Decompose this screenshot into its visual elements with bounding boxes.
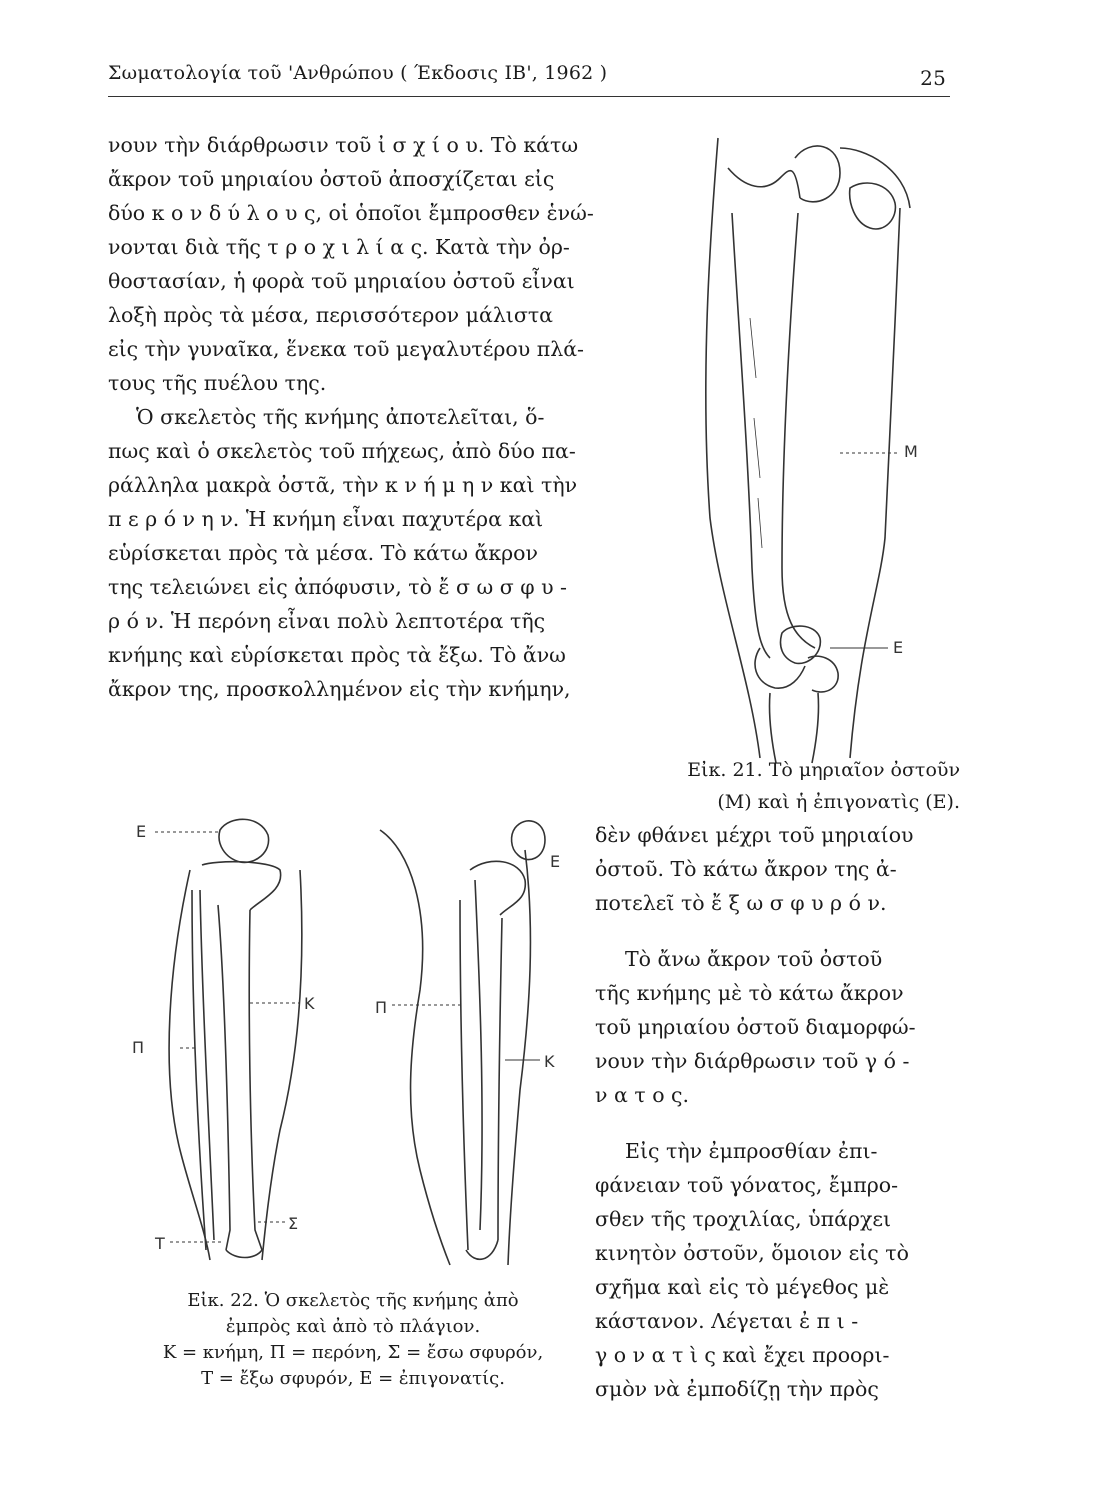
text-line: εὑρίσκεται πρὸς τὰ μέσα. Τὸ κάτω ἄκρον: [108, 541, 538, 565]
paragraph-femur: [108, 128, 656, 400]
label-lateral-malleolus: T: [155, 1234, 165, 1253]
text-line: κνήμης καὶ εὑρίσκεται πρὸς τὰ ἔξω. Τὸ ἄνω: [108, 643, 566, 667]
label-tibia-front: K: [304, 994, 315, 1013]
text-line: ἄκρον τοῦ μηριαίου ὀστοῦ ἀποσχίζεται εἰς: [108, 167, 555, 191]
paragraph-knee-joint: [595, 942, 955, 1112]
text-line: λοξὴ πρὸς τὰ μέσα, περισσότερον μάλιστα: [108, 303, 554, 327]
right-text-column: [595, 818, 955, 1406]
caption-line: Εἰκ. 21. Τὸ μηριαῖον ὀστοῦν: [687, 759, 960, 781]
label-medial-malleolus: Σ: [288, 1214, 299, 1233]
paragraph-patella: [595, 1134, 955, 1406]
running-head: [108, 62, 946, 90]
text-line: Τὸ ἄνω ἄκρον τοῦ ὀστοῦ: [625, 947, 883, 971]
femur-illustration: [690, 118, 930, 768]
label-patella-side: E: [550, 852, 561, 871]
text-line: ν α τ ο ς.: [595, 1083, 690, 1107]
text-line: π ε ρ ό ν η ν. Ἡ κνήμη εἶναι παχυτέρα καὶ: [108, 507, 544, 531]
text-line: σθεν τῆς τροχιλίας, ὑπάρχει: [595, 1207, 892, 1231]
text-line: νουν τὴν διάρθρωσιν τοῦ γ ό -: [595, 1049, 910, 1073]
caption-line: ἐμπρὸς καὶ ἀπὸ τὸ πλάγιον.: [225, 1316, 481, 1337]
leg-illustration: [130, 810, 570, 1280]
text-line: φάνειαν τοῦ γόνατος, ἔμπρο-: [595, 1173, 899, 1197]
header-rule: [108, 96, 950, 97]
label-patella: E: [893, 638, 904, 657]
text-line: της τελειώνει εἰς ἀπόφυσιν, τὸ ἔ σ ω σ φ υ -: [108, 575, 567, 599]
main-text-column: [108, 128, 656, 706]
paragraph-fibula-end: [595, 818, 955, 920]
figure-22-leg-skeleton: [130, 810, 570, 1280]
text-line: εἰς τὴν γυναῖκα, ἕνεκα τοῦ μεγαλυτέρου πλά-: [108, 337, 584, 361]
text-line: κινητὸν ὀστοῦν, ὅμοιον εἰς τὸ: [595, 1241, 909, 1265]
text-line: Εἰς τὴν ἐμπροσθίαν ἐπι-: [625, 1139, 878, 1163]
text-line: ποτελεῖ τὸ ἔ ξ ω σ φ υ ρ ό ν.: [595, 891, 887, 915]
text-line: νουν τὴν διάρθρωσιν τοῦ ἰ σ χ ί ο υ. Τὸ κάτω: [108, 133, 579, 157]
caption-line: Τ = ἔξω σφυρόν, Ε = ἐπιγονατίς.: [201, 1368, 505, 1389]
text-line: πως καὶ ὁ σκελετὸς τοῦ πήχεως, ἀπὸ δύο πα-: [108, 439, 576, 463]
label-femur: M: [904, 442, 918, 461]
page-number: 25: [920, 66, 946, 90]
label-tibia-side: K: [544, 1052, 555, 1071]
label-patella-front: E: [136, 822, 147, 841]
caption-line: (Μ) καὶ ἡ ἐπιγονατὶς (Ε).: [717, 791, 960, 813]
text-line: νονται διὰ τῆς τ ρ ο χ ι λ ί α ς. Κατὰ τὴν ὀρ-: [108, 235, 570, 259]
text-line: ράλληλα μακρὰ ὀστᾶ, τὴν κ ν ή μ η ν καὶ τὴν: [108, 473, 578, 497]
text-line: τοῦ μηριαίου ὀστοῦ διαμορφώ-: [595, 1015, 916, 1039]
text-line: κάστανον. Λέγεται ἐ π ι -: [595, 1309, 859, 1333]
text-line: σμὸν νὰ ἐμποδίζῃ τὴν πρὸς: [595, 1377, 879, 1401]
figure-22-caption: [118, 1288, 588, 1392]
text-line: ὀστοῦ. Τὸ κάτω ἄκρον της ἀ-: [595, 857, 897, 881]
text-line: δὲν φθάνει μέχρι τοῦ μηριαίου: [595, 823, 914, 847]
paragraph-leg-skeleton: [108, 400, 656, 706]
label-fibula-front: Π: [132, 1038, 145, 1057]
text-line: τῆς κνήμης μὲ τὸ κάτω ἄκρον: [595, 981, 904, 1005]
label-fibula-side: Π: [375, 998, 388, 1017]
text-line: ρ ό ν. Ἡ περόνη εἶναι πολὺ λεπτοτέρα τῆς: [108, 609, 546, 633]
text-line: τους τῆς πυέλου της.: [108, 371, 327, 395]
text-line: Ὁ σκελετὸς τῆς κνήμης ἀποτελεῖται, ὅ-: [136, 405, 545, 429]
running-title: Σωματολογία τοῦ 'Ανθρώπου ( Έκδοσις ΙΒ', 1962 ): [108, 62, 608, 84]
text-line: θοστασίαν, ἡ φορὰ τοῦ μηριαίου ὀστοῦ εἶναι: [108, 269, 575, 293]
caption-line: Κ = κνήμη, Π = περόνη, Σ = ἔσω σφυρόν,: [162, 1342, 544, 1363]
text-line: ἄκρον της, προσκολλημένον εἰς τὴν κνήμην,: [108, 677, 571, 701]
text-line: δύο κ ο ν δ ύ λ ο υ ς, οἱ ὁποῖοι ἔμπροσθεν ἑνώ-: [108, 201, 594, 225]
text-line: γ ο ν α τ ὶ ς καὶ ἔχει προορι-: [595, 1343, 890, 1367]
caption-line: Εἰκ. 22. Ὁ σκελετὸς τῆς κνήμης ἀπὸ: [187, 1290, 519, 1311]
figure-21-femur: [690, 118, 930, 768]
figure-21-caption: [664, 754, 960, 818]
text-line: σχῆμα καὶ εἰς τὸ μέγεθος μὲ: [595, 1275, 890, 1299]
